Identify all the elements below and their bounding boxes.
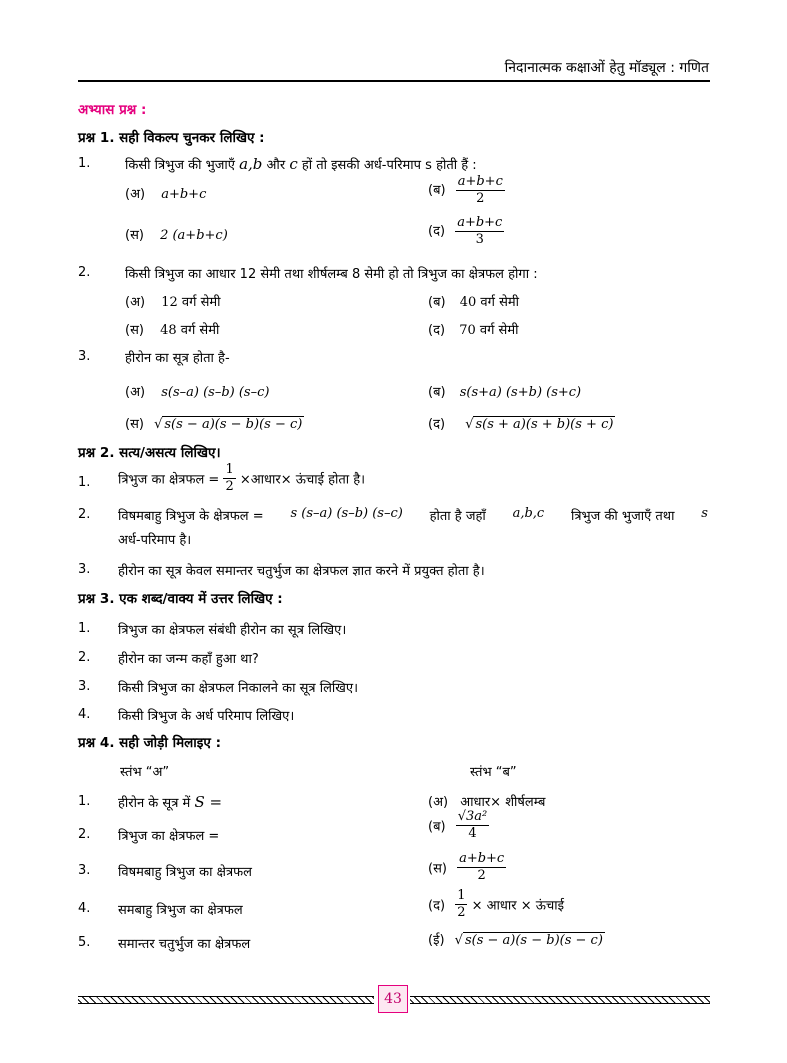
- q4-row4-number: 4.: [78, 901, 91, 916]
- q1-item1-text-c: हों तो इसकी अर्ध-परिमाप s होती हैं :: [301, 158, 477, 173]
- q4-row1-left-text: हीरोन के सूत्र में: [118, 796, 191, 811]
- q1-item1-number: 1.: [78, 156, 91, 171]
- q1-item3-number: 3.: [78, 349, 91, 364]
- q4-row1-left: [118, 793, 222, 811]
- q2-item2-formula: s (s–a) (s–b) (s–c): [290, 506, 403, 521]
- option-value: × आधार × ऊंचाई: [471, 898, 564, 914]
- q4-row2-right: [428, 809, 489, 842]
- q4-row1-right: [428, 792, 545, 810]
- q1-item1-option-c: [125, 225, 228, 243]
- q4-row5-right: [428, 930, 605, 948]
- header-rule: [78, 80, 710, 82]
- q2-item1-text-a: त्रिभुज का क्षेत्रफल =: [118, 472, 220, 488]
- option-label: (ब): [428, 819, 446, 835]
- q3-title: प्रश्न 3. एक शब्द/वाक्य में उत्तर लिखिए :: [78, 591, 283, 607]
- q4-row3-left: विषमबाहु त्रिभुज का क्षेत्रफल: [118, 865, 252, 880]
- q3-item2-question: हीरोन का जन्म कहाँ हुआ था?: [118, 652, 259, 667]
- option-label: (ई): [428, 933, 445, 948]
- q3-item1-question: त्रिभुज का क्षेत्रफल संबंधी हीरोन का सूत्र लिखिए।: [118, 623, 347, 638]
- option-label: (अ): [125, 187, 146, 202]
- option-label: (द): [428, 224, 446, 239]
- option-sqrt: √ s(s − a)(s − b)(s − c): [454, 933, 603, 948]
- q2-item2-text-a: विषमबाहु त्रिभुज के क्षेत्रफल =: [118, 509, 264, 524]
- q4-row3-right: [428, 851, 506, 884]
- q4-row5-left: समान्तर चतुर्भुज का क्षेत्रफल: [118, 937, 251, 952]
- q1-item1-option-b: [428, 174, 505, 207]
- q1-item1-text-a: किसी त्रिभुज की भुजाएँ: [125, 158, 235, 173]
- q4-row4-left: समबाहु त्रिभुज का क्षेत्रफल: [118, 903, 243, 918]
- option-value: s(s+a) (s+b) (s+c): [459, 385, 582, 400]
- option-value: आधार× शीर्षलम्ब: [460, 795, 546, 810]
- option-sqrt: √ s(s + a)(s + b)(s + c): [465, 417, 614, 432]
- q2-title: प्रश्न 2. सत्य/असत्य लिखिए।: [78, 445, 221, 461]
- q4-row2-left: त्रिभुज का क्षेत्रफल =: [118, 829, 220, 844]
- q4-title: प्रश्न 4. सही जोड़ी मिलाइए :: [78, 735, 221, 751]
- q4-row5-number: 5.: [78, 935, 91, 950]
- q1-item1-option-a: [125, 184, 206, 202]
- footer-ornament-left: [78, 996, 374, 1004]
- q2-item2-text-c: त्रिभुज की भुजाएँ तथा: [570, 509, 675, 524]
- running-header: निदानात्मक कक्षाओं हेतु मॉड्यूल : गणित: [504, 60, 709, 76]
- q2-item2-var-s: s: [701, 506, 708, 521]
- q4-row3-number: 3.: [78, 863, 91, 878]
- option-label: (द): [428, 417, 446, 432]
- q1-item1-option-d: [428, 215, 504, 248]
- q1-item2-option-b: [428, 292, 519, 310]
- q2-item2-number: 2.: [78, 507, 91, 522]
- q4-row1-left-var: S =: [194, 793, 223, 811]
- q3-item3-number: 3.: [78, 679, 91, 694]
- option-label: (अ): [428, 795, 449, 810]
- option-fraction: $\frac{1}{2}$: [457, 888, 466, 920]
- q1-item3-option-b: [428, 382, 581, 400]
- q3-item2-number: 2.: [78, 650, 91, 665]
- option-value: a+b+c: [161, 187, 207, 202]
- q1-item3-option-a: [125, 382, 269, 400]
- option-fraction: $\frac{\text{√3a²}}{4}$: [457, 809, 488, 841]
- q2-item1-text-b: ×आधार× ऊंचाई होता है।: [239, 472, 366, 488]
- q2-item1-statement: [118, 462, 365, 495]
- q2-item2-line1: [118, 506, 708, 524]
- q3-item4-number: 4.: [78, 707, 91, 722]
- q3-item4-question: किसी त्रिभुज के अर्ध परिमाप लिखिए।: [118, 709, 295, 724]
- exercise-heading: अभ्यास प्रश्न :: [78, 102, 147, 118]
- option-label: (स): [125, 417, 144, 432]
- option-label: (अ): [125, 295, 146, 310]
- page-number: 43: [378, 985, 408, 1013]
- option-fraction: $\frac{a+b+c}{2}$: [457, 174, 503, 206]
- q1-item3-option-d: [428, 414, 615, 432]
- option-label: (ब): [428, 183, 446, 198]
- column-b-heading: स्तंभ “ब”: [470, 765, 517, 780]
- option-value: 48 वर्ग सेमी: [160, 323, 220, 338]
- q4-row4-right: [428, 888, 564, 921]
- option-label: (ब): [428, 385, 446, 400]
- q2-item2-line2: अर्ध-परिमाप है।: [118, 533, 192, 548]
- q1-item2-option-d: [428, 320, 518, 338]
- q1-item2-question: किसी त्रिभुज का आधार 12 सेमी तथा शीर्षलम्ब 8 सेमी हो तो त्रिभुज का क्षेत्रफल होगा :: [125, 267, 538, 282]
- q1-item1-question: [125, 155, 477, 173]
- q1-item2-option-a: [125, 292, 221, 310]
- q1-item3-option-c: [125, 414, 304, 432]
- q1-item1-var-ab: a,b: [239, 155, 263, 173]
- option-sqrt: √ s(s − a)(s − b)(s − c): [154, 417, 303, 432]
- option-label: (द): [428, 898, 446, 914]
- q4-row1-number: 1.: [78, 794, 91, 809]
- option-label: (स): [428, 861, 447, 877]
- option-fraction: $\frac{a+b+c}{2}$: [459, 851, 505, 883]
- option-label: (ब): [428, 295, 446, 310]
- option-label: (स): [125, 228, 144, 243]
- q1-item3-question: हीरोन का सूत्र होता है-: [125, 351, 230, 366]
- option-value: 2 (a+b+c): [160, 228, 228, 243]
- option-label: (अ): [125, 385, 146, 400]
- q2-item3-number: 3.: [78, 562, 91, 577]
- q3-item1-number: 1.: [78, 621, 91, 636]
- q1-item1-text-b: और: [266, 158, 286, 173]
- q1-item2-option-c: [125, 320, 219, 338]
- option-fraction: $\frac{a+b+c}{3}$: [457, 215, 503, 247]
- column-a-heading: स्तंभ “अ”: [120, 765, 170, 780]
- footer-ornament-right: [410, 996, 710, 1004]
- q2-item2-text-b: होता है जहाँ: [429, 509, 486, 524]
- q2-item3-statement: हीरोन का सूत्र केवल समान्तर चतुर्भुज का क्षेत्रफल ज्ञात करने में प्रयुक्त होता है।: [118, 564, 485, 579]
- q3-item3-question: किसी त्रिभुज का क्षेत्रफल निकालने का सूत्र लिखिए।: [118, 681, 359, 696]
- half-fraction: $\frac{1}{2}$: [225, 462, 234, 494]
- option-value: 40 वर्ग सेमी: [459, 295, 520, 310]
- option-value: s(s–a) (s–b) (s–c): [161, 385, 270, 400]
- option-value: 12 वर्ग सेमी: [161, 295, 221, 310]
- q4-row2-number: 2.: [78, 827, 91, 842]
- option-label: (स): [125, 323, 144, 338]
- q2-item2-vars: a,b,c: [512, 506, 545, 521]
- q1-item2-number: 2.: [78, 265, 91, 280]
- option-label: (द): [428, 323, 446, 338]
- q2-item1-number: 1.: [78, 475, 91, 490]
- option-value: 70 वर्ग सेमी: [459, 323, 519, 338]
- q1-title: प्रश्न 1. सही विकल्प चुनकर लिखिए :: [78, 130, 265, 146]
- q1-item1-var-c: c: [289, 155, 298, 173]
